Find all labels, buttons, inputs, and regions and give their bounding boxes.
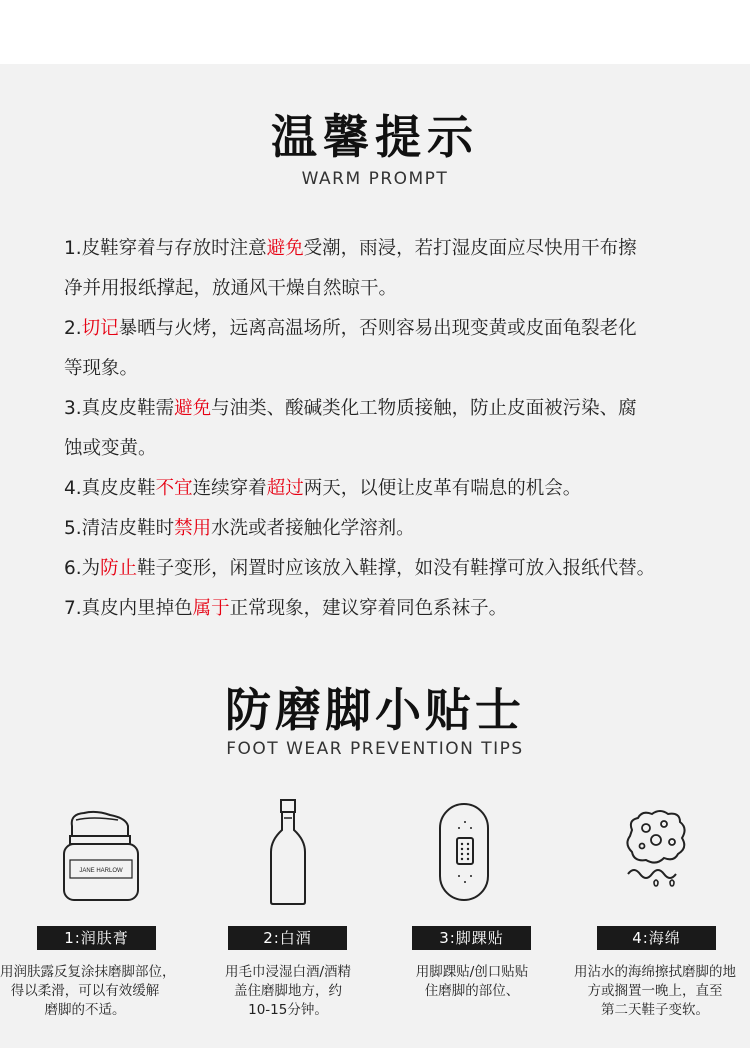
tip-line: [64, 589, 704, 629]
desc-line: 住磨脚的部位、: [424, 983, 520, 999]
tip-text: 与油类、酸碱类化工物质接触，防止皮面被污染、腐: [211, 398, 637, 419]
desc-line: 10-15分钟。: [248, 1002, 328, 1018]
label-bandage: 3:脚踝贴: [412, 926, 531, 950]
highlight-text: 属于: [192, 598, 230, 619]
tip-text: 1.皮鞋穿着与存放时注意: [64, 238, 267, 259]
tip-text: 4.真皮皮鞋: [64, 478, 156, 499]
desc-line: 盖住磨脚地方，约: [234, 983, 342, 999]
tip-text: 连续穿着: [192, 478, 267, 499]
tip-text: 7.真皮内里掉色: [64, 598, 193, 619]
tip-text: 2.: [64, 318, 82, 339]
highlight-text: 防止: [100, 558, 138, 579]
desc-line: 用润肤露反复涂抹磨脚部位，: [0, 964, 176, 980]
tip-text: 3.真皮皮鞋需: [64, 398, 175, 419]
desc-line: 得以柔滑，可以有效缓解: [10, 983, 160, 999]
tip-line: [64, 229, 704, 269]
warm-prompt-title: 温馨提示: [271, 110, 479, 164]
cream-jar-icon: [0, 796, 170, 916]
foot-tips-subtitle: FOOT WEAR PREVENTION TIPS: [226, 739, 524, 759]
tip-line: [64, 469, 704, 509]
tip-text: 6.为: [64, 558, 101, 579]
tip-line: [64, 309, 704, 349]
sponge-icon: [570, 796, 740, 916]
desc-line: 方或搁置一晚上，直至: [587, 983, 723, 999]
foot-tips-title: 防磨脚小贴士: [225, 683, 525, 737]
jar-label-text: JANE HARLOW: [79, 868, 123, 874]
desc-liquor: [203, 963, 373, 1020]
highlight-text: 超过: [266, 478, 304, 499]
tip-line-continued: 等现象。: [64, 358, 139, 379]
highlight-text: 不宜: [155, 478, 193, 499]
highlight-text: 避免: [266, 238, 304, 259]
tip-line: [64, 389, 704, 429]
tip-text: 受潮，雨浸，若打湿皮面应尽快用干布擦: [303, 238, 637, 259]
tip-line: [64, 549, 704, 589]
tip-line-continued: 净并用报纸撑起，放通风干燥自然晾干。: [64, 278, 398, 299]
tip-text: 鞋子变形，闲置时应该放入鞋撑，如没有鞋撑可放入报纸代替。: [137, 558, 656, 579]
tip-text: 正常现象，建议穿着同色系袜子。: [229, 598, 508, 619]
tips-list: [64, 229, 704, 629]
desc-bandage: [387, 963, 557, 1001]
warm-prompt-subtitle: WARM PROMPT: [301, 169, 449, 189]
wine-bottle-icon: [203, 796, 373, 916]
label-cream: 1:润肤膏: [37, 926, 156, 950]
tip-text: 5.清洁皮鞋时: [64, 518, 175, 539]
desc-line: 用毛巾浸湿白酒/酒精: [224, 964, 352, 980]
desc-line: 用沾水的海绵擦拭磨脚的地: [574, 964, 736, 980]
desc-sponge: [570, 963, 740, 1020]
tip-line: [64, 509, 704, 549]
label-sponge: 4:海绵: [597, 926, 716, 950]
highlight-text: 切记: [81, 318, 119, 339]
tip-text: 两天，以便让皮革有喘息的机会。: [303, 478, 582, 499]
desc-line: 用脚踝贴/创口贴贴: [415, 964, 529, 980]
desc-cream: [0, 963, 176, 1020]
highlight-text: 禁用: [174, 518, 212, 539]
label-liquor: 2:白酒: [228, 926, 347, 950]
desc-line: 磨脚的不适。: [44, 1002, 126, 1018]
tip-text: 水洗或者接触化学溶剂。: [211, 518, 415, 539]
tip-text: 暴晒与火烤，远离高温场所，否则容易出现变黄或皮面龟裂老化: [118, 318, 637, 339]
highlight-text: 避免: [174, 398, 212, 419]
desc-line: 第二天鞋子变软。: [601, 1002, 709, 1018]
tip-line-continued: 蚀或变黄。: [64, 438, 157, 459]
bandage-icon: [387, 796, 557, 916]
